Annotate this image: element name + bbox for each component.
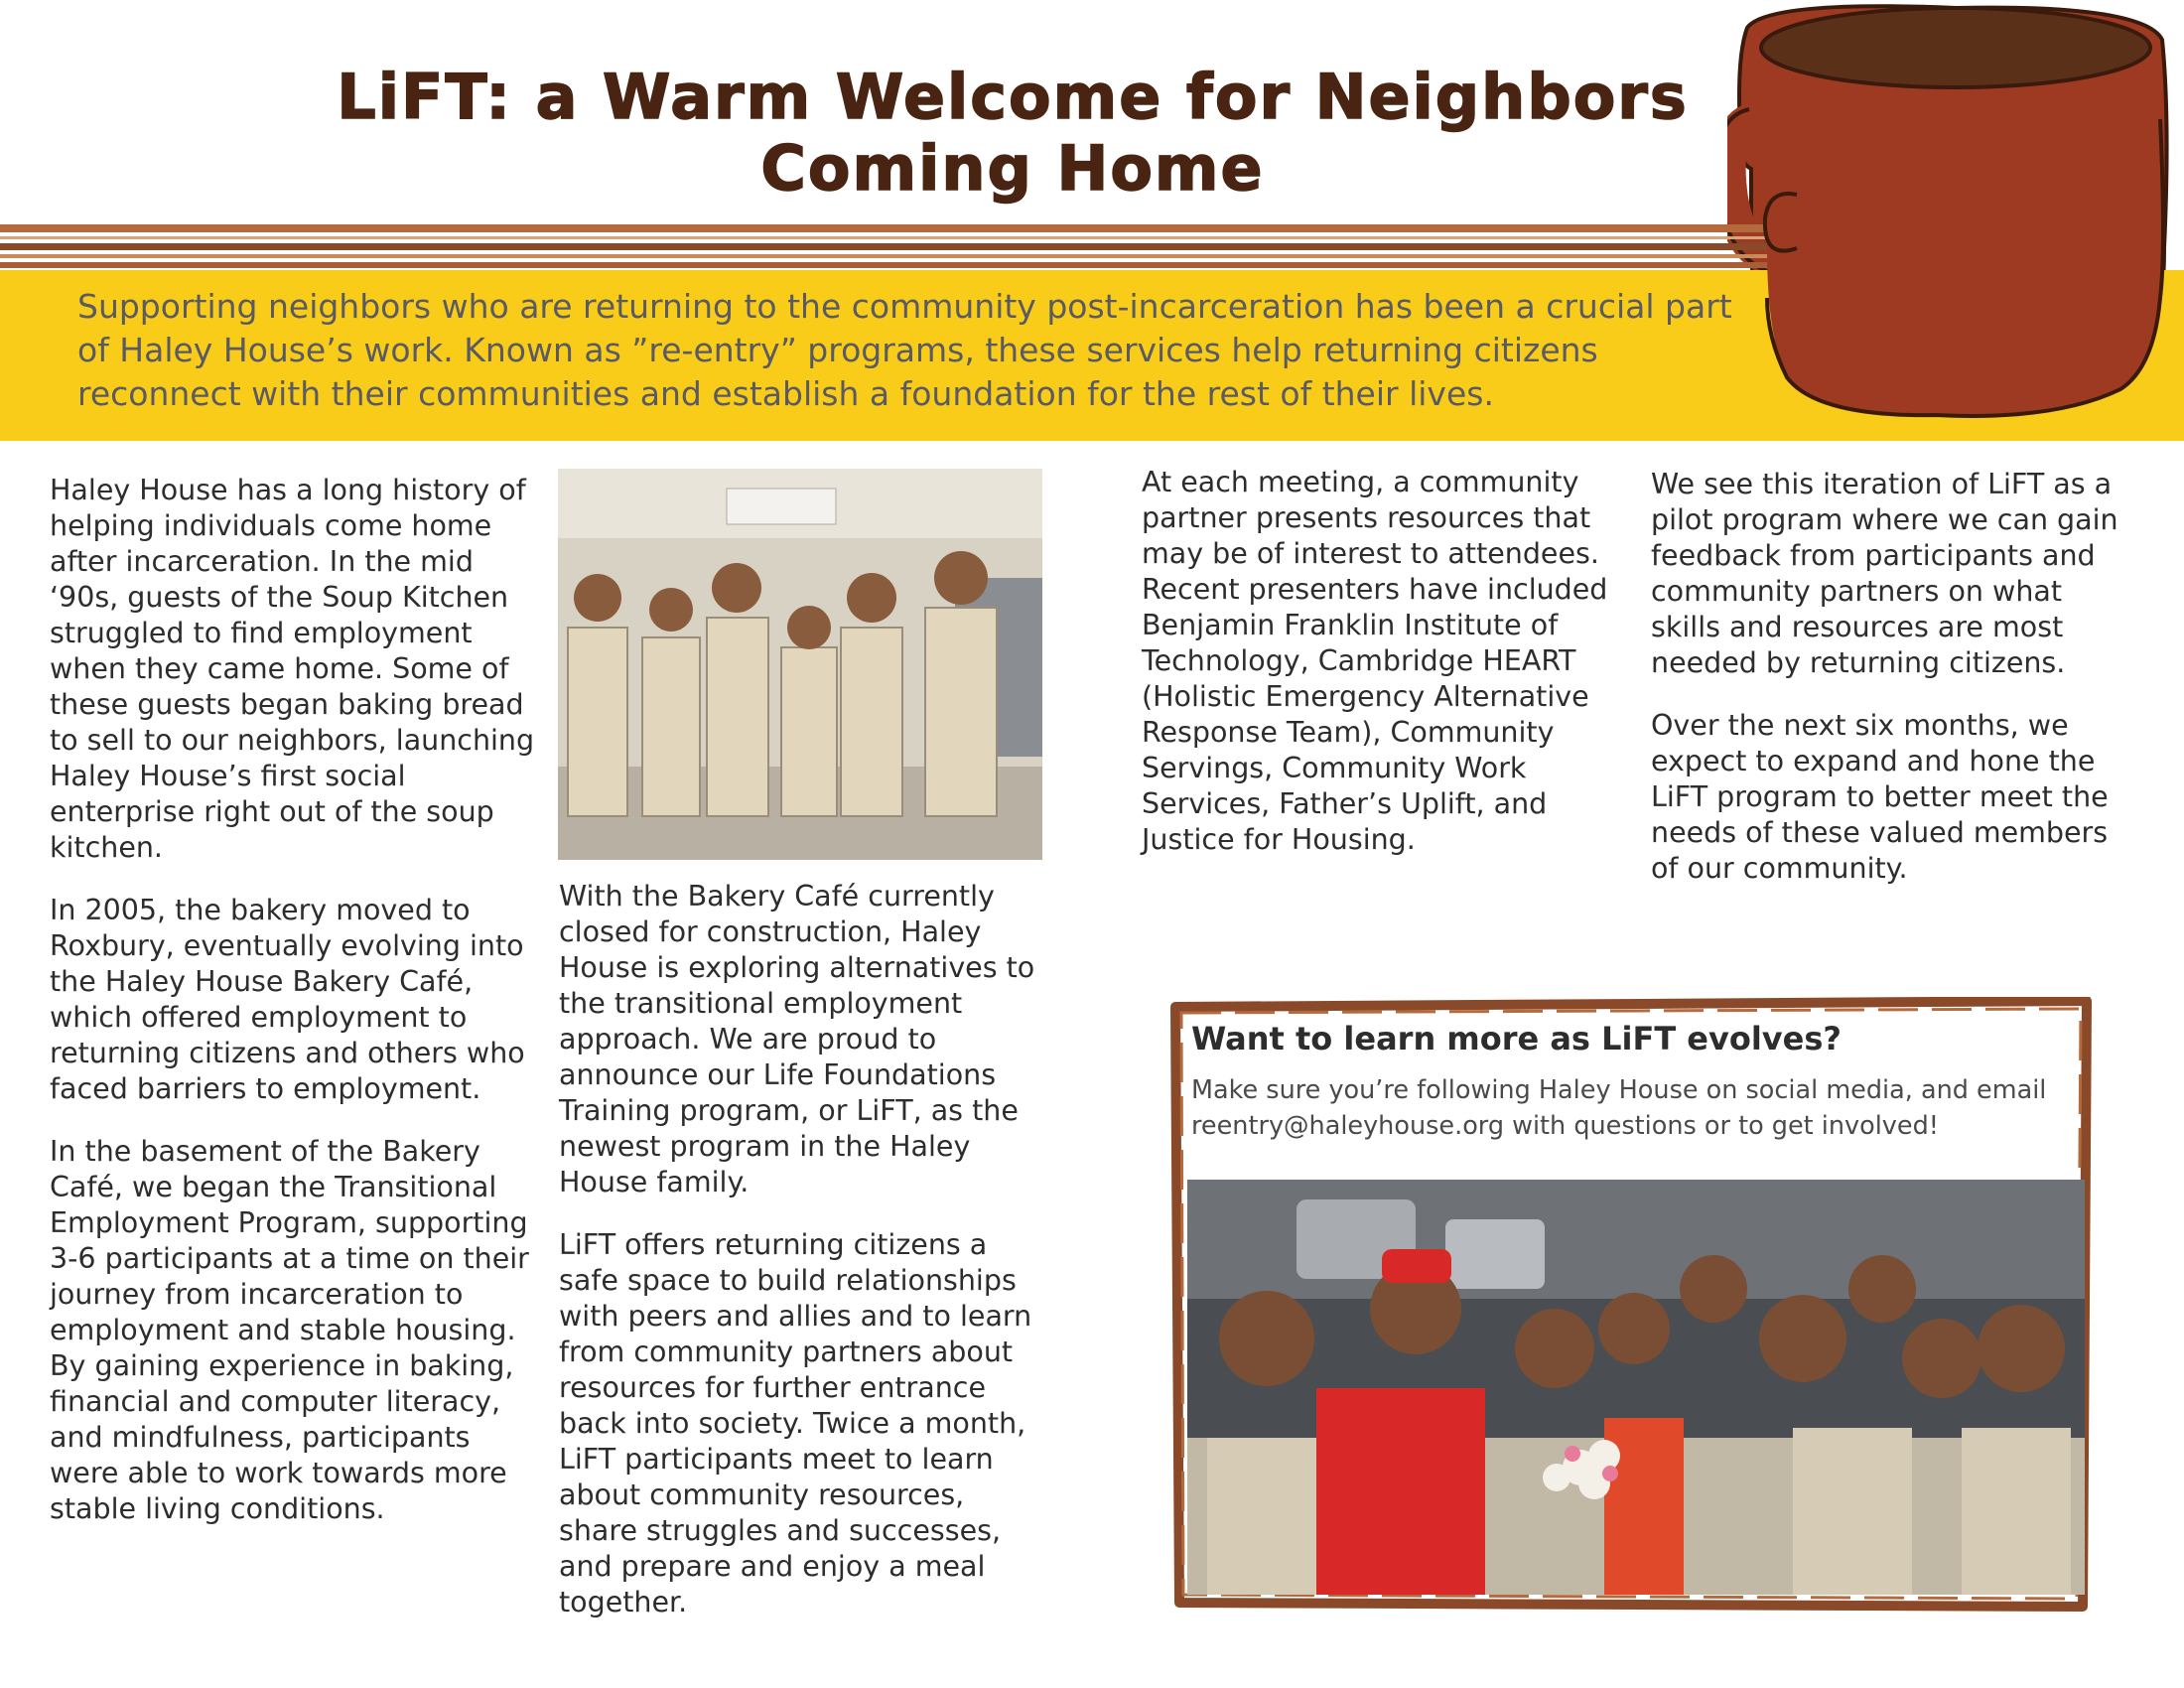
column-2 xyxy=(559,879,1045,1647)
title-line-1: LiFT: a Warm Welcome for Neighbors xyxy=(337,61,1689,133)
decorative-stripe xyxy=(0,262,1787,268)
callout-body: Make sure you’re following Haley House on social media, and email reentry@haleyhouse.org with questions or to get involved! xyxy=(1191,1075,2047,1141)
decorative-stripe xyxy=(0,236,1787,239)
coffee-mug-front xyxy=(1727,0,2184,427)
column-4 xyxy=(1651,467,2137,914)
title-line-2: Coming Home xyxy=(760,132,1265,205)
callout-heading: Want to learn more as LiFT evolves? xyxy=(1191,1020,1842,1057)
group-photo-flowers xyxy=(1187,1180,2085,1595)
decorative-stripe xyxy=(0,243,1787,250)
column-3 xyxy=(1142,465,1618,885)
col2-paragraph-2: LiFT offers returning citizens a safe space to build relationships with peers and allies and to learn from community partners about resources for further entrance back into society. Twice a month, LiFT participants meet to learn about community resources, share struggles and successes, and prepare and enjoy a meal together. xyxy=(559,1228,1032,1618)
col1-paragraph-3: In the basement of the Bakery Café, we began the Transitional Employment Program, supporting 3-6 participants at a time on their journey from incarceration to employment and stable housing. By gaining experience in baking, financial and computer literacy, and mindfulness, participants were able to work towards more stable living conditions. xyxy=(50,1135,529,1525)
column-1 xyxy=(50,473,536,1554)
col1-paragraph-2: In 2005, the bakery moved to Roxbury, eventually evolving into the Haley House Bakery Café, which offered employment to returning citizens and others who faced barriers to employment. xyxy=(50,894,525,1105)
page-title xyxy=(199,62,1827,205)
group-photo-aprons xyxy=(558,469,1042,860)
col2-paragraph-1: With the Bakery Café currently closed for construction, Haley House is exploring alternatives to the transitional employment approach. We are proud to announce our Life Foundations Training program, or LiFT, as the newest program in the Haley House family. xyxy=(559,880,1035,1198)
decorative-stripe xyxy=(0,254,1787,258)
col4-paragraph-1: We see this iteration of LiFT as a pilot program where we can gain feedback from participants and community partners on what skills and resources are most needed by returning citizens. xyxy=(1651,468,2118,679)
decorative-stripe xyxy=(0,224,1787,232)
col3-paragraph-1: At each meeting, a community partner presents resources that may be of interest to attendees. Recent presenters have included Benjamin Franklin Institute of Technology, Cambridge HEART (Holistic Emergency Alternative Response Team), Community Servings, Community Work Services, Father’s Uplift, and Justice for Housing. xyxy=(1142,466,1608,856)
col4-paragraph-2: Over the next six months, we expect to expand and hone the LiFT program to better meet the needs of these valued members of our community. xyxy=(1651,709,2109,885)
intro-text: Supporting neighbors who are returning to the community post-incarceration has been a crucial part of Haley House’s work. Known as ”re-entry” programs, these services help returning citizens reconnect with their communities and establish a foundation for the rest of their lives. xyxy=(77,287,1732,413)
col1-paragraph-1: Haley House has a long history of helping individuals come home after incarceration. In the mid ‘90s, guests of the Soup Kitchen struggled to find employment when they came home. Some of these guests began baking bread to sell to our neighbors, launching Haley House’s first social enterprise right out of the soup kitchen. xyxy=(50,474,535,864)
